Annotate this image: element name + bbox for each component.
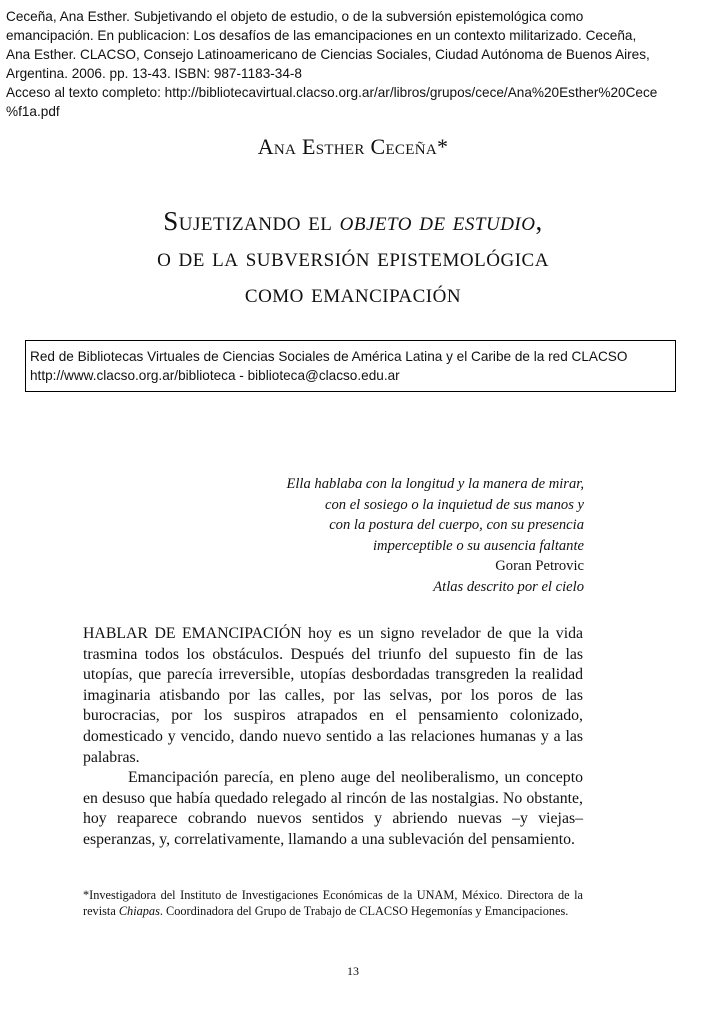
title-line-2: o de la subversión epistemológica	[157, 242, 549, 272]
footnote	[83, 888, 583, 919]
paragraph-lead: HABLAR DE EMANCIPACIÓN	[83, 625, 302, 642]
citation-line: Ana Esther. CLACSO, Consejo Latinoamericano de Ciencias Sociales, Ciudad Autónoma de Buenos Aires,	[6, 47, 650, 62]
epigraph-author: Goran Petrovic	[495, 558, 584, 574]
title-text: Sujetizando el	[163, 206, 340, 236]
title-italic-text: objeto de estudio	[339, 206, 536, 236]
epigraph-work: Atlas descrito por el cielo	[433, 578, 584, 595]
epigraph-line: imperceptible o su ausencia faltante	[372, 537, 584, 554]
citation-url-line: Acceso al texto completo: http://bibliotecavirtual.clacso.org.ar/ar/libros/grupos/cece/Ana%20Esther%20Cece	[6, 85, 658, 100]
paragraph	[83, 624, 583, 768]
citation-header	[6, 7, 700, 121]
citation-line: Argentina. 2006. pp. 13-43. ISBN: 987-1183-34-8	[6, 66, 302, 81]
repository-links[interactable]: http://www.clacso.org.ar/biblioteca - biblioteca@clacso.edu.ar	[30, 368, 400, 383]
footnote-italic: Chiapas	[118, 903, 160, 918]
article-title	[0, 203, 706, 311]
epigraph-line: Ella hablaba con la longitud y la manera de mirar,	[286, 476, 584, 492]
epigraph-line: con el sosiego o la inquietud de sus manos y	[324, 496, 584, 513]
author-name: Ana Esther Ceceña*	[257, 134, 449, 159]
body-text	[83, 624, 583, 851]
citation-url-line: %f1a.pdf	[6, 104, 60, 119]
footnote-text: *Investigadora del Instituto de Investigaciones Económicas de la UNAM, México. Directora de la revista	[83, 888, 583, 918]
epigraph	[286, 474, 584, 597]
page-number: 13	[347, 964, 359, 978]
citation-line: emancipación. En publicacion: Los desafíos de las emancipaciones en un contexto militarizado. Ceceña,	[6, 28, 637, 43]
title-line-3: como emancipación	[244, 278, 462, 308]
paragraph-text: hoy es un signo revelador de que la vida trasmina todos los obstáculos. Después del triunfo del supuesto fin de las utopías, que parecía irreversible, utopías desbordadas transgreden la realidad imaginaria atisbando por las calles, por las selvas, por los poros de las burocracias, por los suspiros atrapados en el pensamiento colonizado, domesticado y vencido, dando nuevo sentido a las relaciones humanas y a las palabras.	[83, 625, 583, 766]
title-line-1	[0, 203, 706, 239]
footnote-text: . Coordinadora del Grupo de Trabajo de CLACSO Hegemonías y Emancipaciones.	[159, 903, 569, 918]
repository-box	[25, 340, 676, 392]
epigraph-line: con la postura del cuerpo, con su presencia	[329, 517, 584, 533]
title-text: ,	[535, 206, 543, 236]
repository-name: Red de Bibliotecas Virtuales de Ciencias Sociales de América Latina y el Caribe de la red CLACSO	[30, 349, 628, 364]
paragraph: Emancipación parecía, en pleno auge del neoliberalismo, un concepto en desuso que había quedado relegado al rincón de las nostalgias. No obstante, hoy reaparece cobrando nuevos sentidos y abriendo nuevas –y viejas– esperanzas, y, correlativamente, llamando a una sublevación del pensamiento.	[83, 769, 583, 848]
citation-line: Ceceña, Ana Esther. Subjetivando el objeto de estudio, o de la subversión epistemológica como	[6, 9, 584, 24]
